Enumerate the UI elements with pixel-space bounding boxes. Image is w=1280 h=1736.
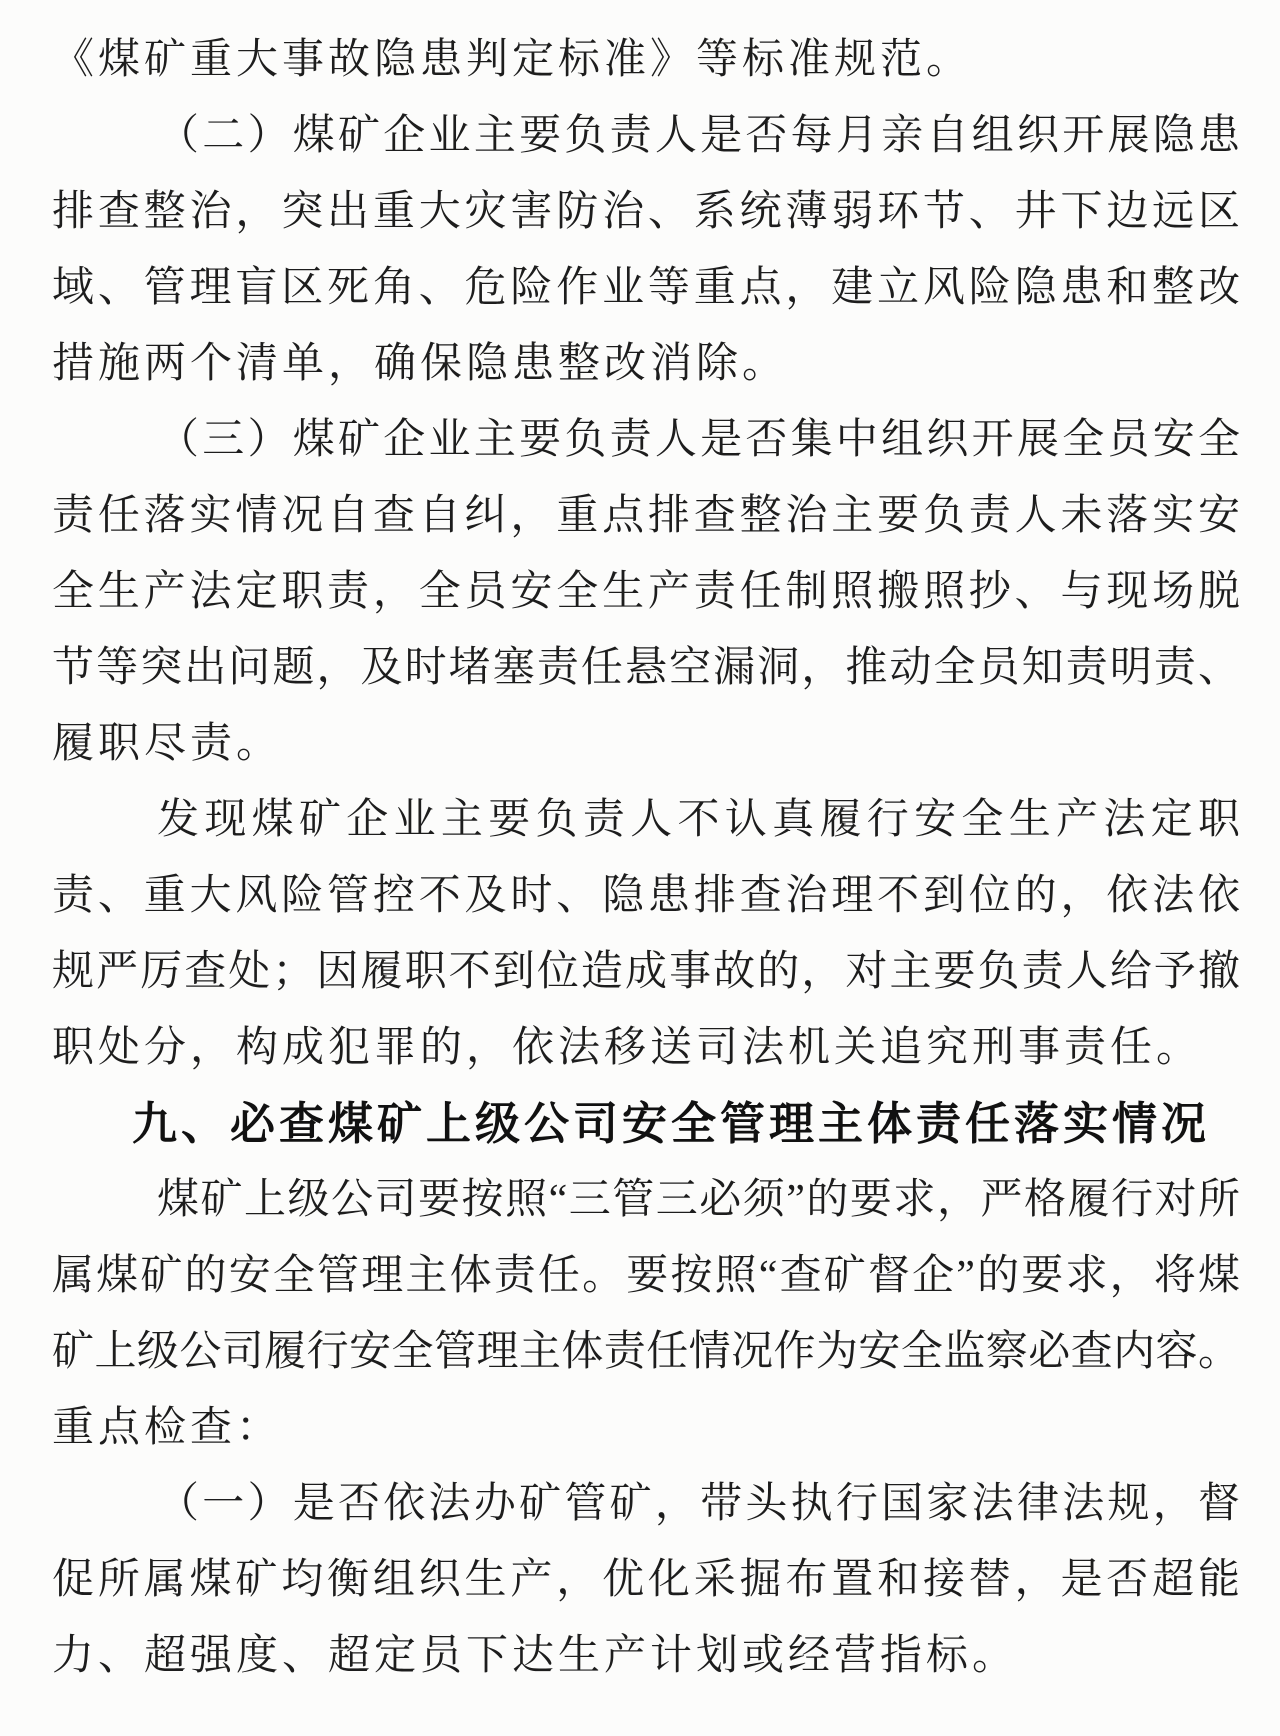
text-line: 煤矿上级公司要按照“三管三必须”的要求，严格履行对所 <box>157 1177 1240 1223</box>
text-line: 力、超强度、超定员下达生产计划或经营指标。 <box>52 1633 1019 1679</box>
text-line: 全生产法定职责，全员安全生产责任制照搬照抄、与现场脱 <box>52 569 1240 615</box>
section-heading: 九、必查煤矿上级公司安全管理主体责任落实情况 <box>132 1099 1211 1149</box>
text-line: （三）煤矿企业主要负责人是否集中组织开展全员安全 <box>157 417 1240 463</box>
text-line: 矿上级公司履行安全管理主体责任情况作为安全监察必查内容。 <box>52 1329 1240 1375</box>
text-line: 规严厉查处；因履职不到位造成事故的，对主要负责人给予撤 <box>52 949 1240 995</box>
text-line: 职处分，构成犯罪的，依法移送司法机关追究刑事责任。 <box>52 1025 1203 1071</box>
text-line: 属煤矿的安全管理主体责任。要按照“查矿督企”的要求，将煤 <box>52 1253 1240 1299</box>
text-line: 履职尽责。 <box>52 721 283 767</box>
text-line: 责任落实情况自查自纠，重点排查整治主要负责人未落实安 <box>52 493 1240 539</box>
text-line: 促所属煤矿均衡组织生产，优化采掘布置和接替，是否超能 <box>52 1557 1240 1603</box>
text-line: 排查整治，突出重大灾害防治、系统薄弱环节、井下边远区 <box>52 189 1240 235</box>
text-line: 域、管理盲区死角、危险作业等重点，建立风险隐患和整改 <box>52 265 1240 311</box>
text-line: 《煤矿重大事故隐患判定标准》等标准规范。 <box>52 37 973 83</box>
text-line: 重点检查： <box>52 1405 283 1451</box>
text-line: （一）是否依法办矿管矿，带头执行国家法律法规，督 <box>157 1481 1240 1527</box>
text-line: 节等突出问题，及时堵塞责任悬空漏洞，推动全员知责明责、 <box>52 645 1240 691</box>
text-line: 责、重大风险管控不及时、隐患排查治理不到位的，依法依 <box>52 873 1240 919</box>
text-line: 措施两个清单，确保隐患整改消除。 <box>52 341 789 387</box>
text-line: 发现煤矿企业主要负责人不认真履行安全生产法定职 <box>157 797 1240 843</box>
text-line: （二）煤矿企业主要负责人是否每月亲自组织开展隐患 <box>157 113 1240 159</box>
